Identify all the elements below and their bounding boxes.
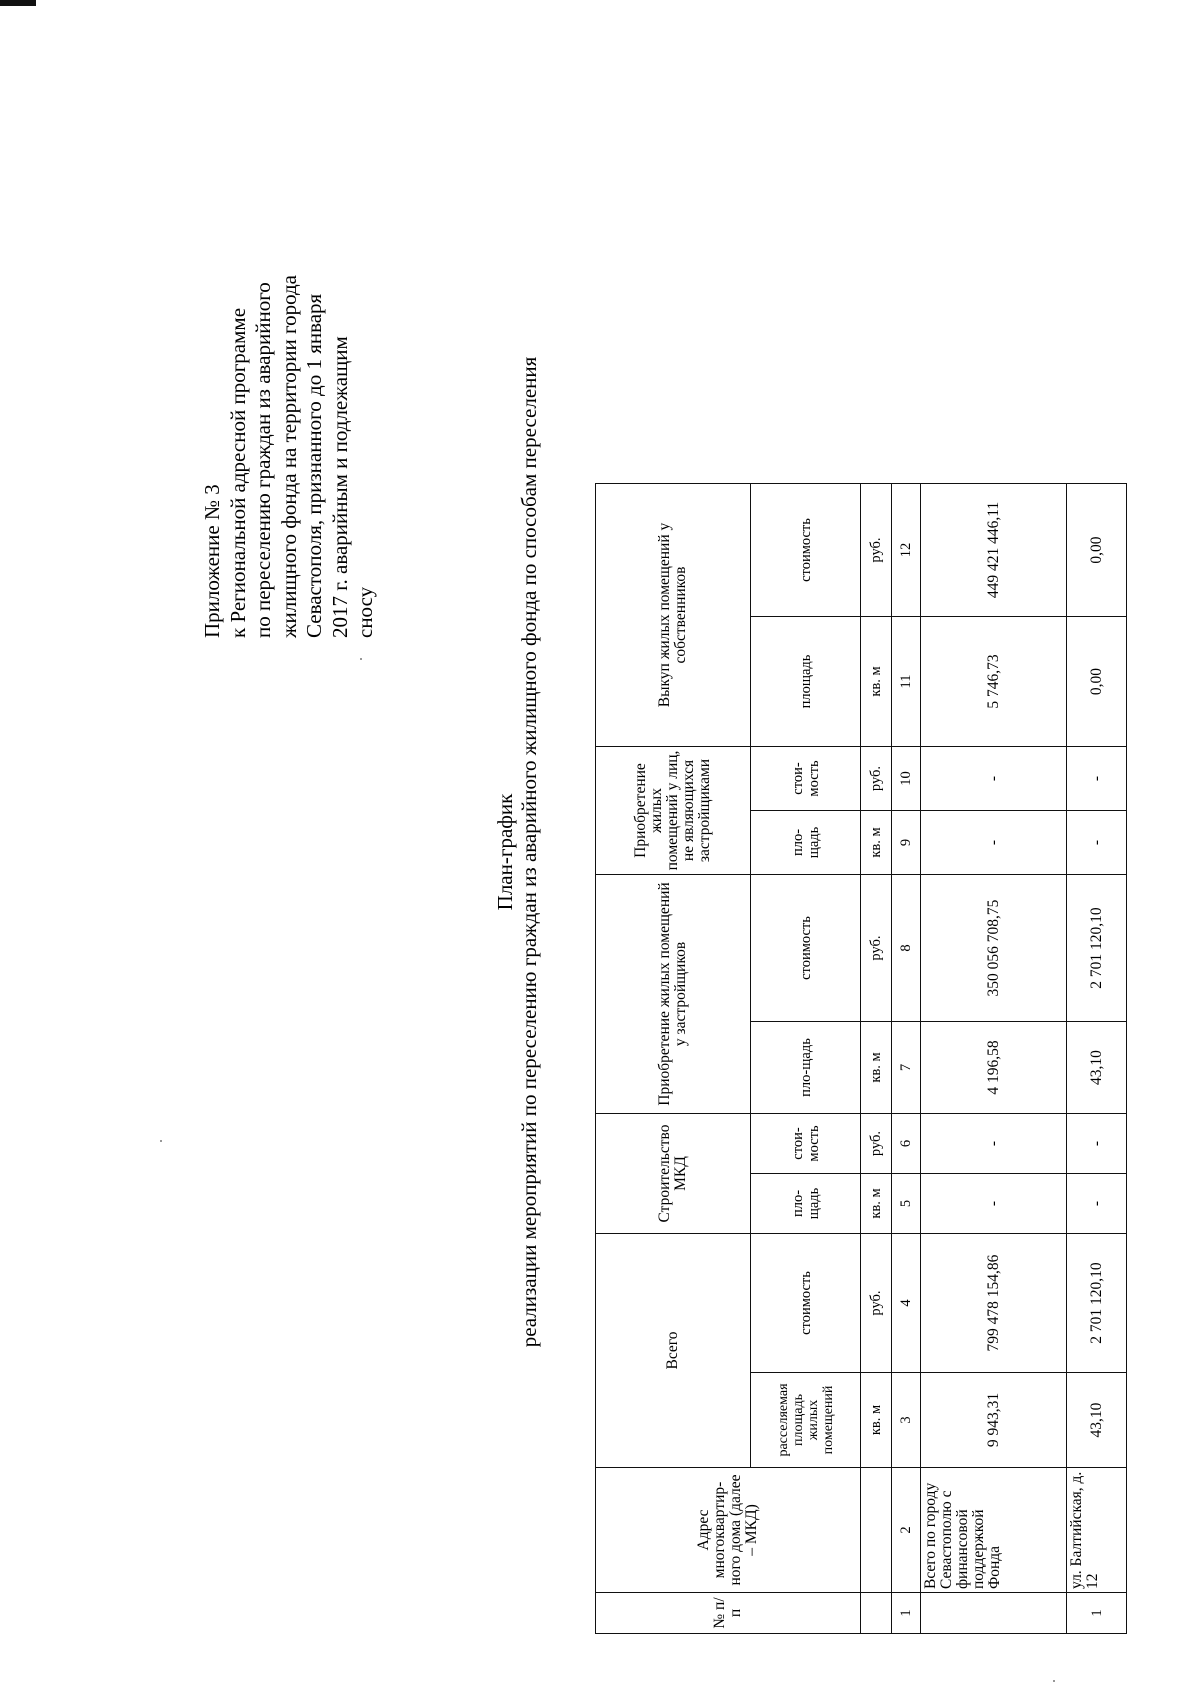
- header-total-area: расселяемая площадь жилых помещений: [751, 1373, 861, 1468]
- row-address: ул. Балтийская, д. 12: [1067, 1468, 1127, 1593]
- column-number: 9: [892, 811, 921, 875]
- appendix-line: по переселению граждан из аварийного: [251, 282, 275, 638]
- table-row: [921, 484, 1067, 1634]
- column-number: 10: [892, 747, 921, 811]
- column-number: 2: [892, 1468, 921, 1593]
- unit-cell: руб.: [861, 875, 892, 1022]
- unit-cell: кв. м: [861, 1022, 892, 1114]
- header-address: Адрес многоквартир-ного дома (далее – МКД): [596, 1468, 861, 1593]
- column-number: 6: [892, 1114, 921, 1174]
- unit-cell: [861, 1468, 892, 1593]
- column-number: 8: [892, 875, 921, 1022]
- row-buyout-cost: 449 421 446,11: [921, 484, 1067, 617]
- column-numbers-row: [892, 484, 921, 1634]
- row-construction-cost: -: [921, 1114, 1067, 1174]
- header-non-developers: Приобретение жилых помещений у лиц, не являющихся застройщиками: [596, 747, 751, 875]
- row-developers-cost: 350 056 708,75: [921, 875, 1067, 1022]
- appendix-line: сносу: [353, 586, 377, 638]
- row-construction-area: -: [921, 1174, 1067, 1234]
- column-number: 7: [892, 1022, 921, 1114]
- resettlement-plan-table: [595, 483, 1127, 1634]
- header-developers-area: пло-щадь: [751, 1022, 861, 1114]
- row-total-area: 9 943,31: [921, 1373, 1067, 1468]
- unit-cell: [861, 1593, 892, 1634]
- row-buyout-area: 5 746,73: [921, 617, 1067, 747]
- row-num: 1: [1067, 1593, 1127, 1634]
- units-row: [861, 484, 892, 1634]
- header-row-subcolumns: [751, 484, 861, 1634]
- unit-cell: руб.: [861, 1114, 892, 1174]
- column-number: 4: [892, 1234, 921, 1373]
- header-developers-cost: стоимость: [751, 875, 861, 1022]
- unit-cell: руб.: [861, 484, 892, 617]
- header-developers: Приобретение жилых помещений у застройщиков: [596, 875, 751, 1114]
- plan-subtitle: реализации мероприятий по переселению граждан из аварийного жилищного фонда по способам переселения: [517, 356, 541, 1348]
- header-buyout-area: площадь: [751, 617, 861, 747]
- unit-cell: кв. м: [861, 617, 892, 747]
- row-total-cost: 2 701 120,10: [1067, 1234, 1127, 1373]
- plan-title: План-график: [493, 793, 517, 911]
- column-number: 1: [892, 1593, 921, 1634]
- column-number: 5: [892, 1174, 921, 1234]
- header-total-cost: стоимость: [751, 1234, 861, 1373]
- column-number: 12: [892, 484, 921, 617]
- unit-cell: руб.: [861, 747, 892, 811]
- row-non-developers-cost: -: [1067, 747, 1127, 811]
- row-num: [921, 1593, 1067, 1634]
- header-buyout: Выкуп жилых помещений у собственников: [596, 484, 751, 747]
- appendix-line: жилищного фонда на территории города: [276, 275, 301, 638]
- unit-cell: кв. м: [861, 811, 892, 875]
- header-num: № п/п: [596, 1593, 861, 1634]
- row-buyout-area: 0,00: [1067, 617, 1127, 747]
- column-number: 3: [892, 1373, 921, 1468]
- row-address: Всего по городу Севастополю с финансовой поддержкой Фонда: [921, 1468, 1067, 1593]
- row-non-developers-area: -: [921, 811, 1067, 875]
- header-construction-cost: стои-мость: [751, 1114, 861, 1174]
- appendix-line: к Региональной адресной программе: [225, 307, 250, 638]
- header-buyout-cost: стоимость: [751, 484, 861, 617]
- header-non-developers-area: пло-щадь: [751, 811, 861, 875]
- table-row: [1067, 484, 1127, 1634]
- unit-cell: кв. м: [861, 1373, 892, 1468]
- header-construction-area: пло-щадь: [751, 1174, 861, 1234]
- header-total: Всего: [596, 1234, 751, 1468]
- row-buyout-cost: 0,00: [1067, 484, 1127, 617]
- header-row-groups: [596, 484, 751, 1634]
- row-non-developers-cost: -: [921, 747, 1067, 811]
- header-construction: Строительство МКД: [596, 1114, 751, 1234]
- row-developers-cost: 2 701 120,10: [1067, 875, 1127, 1022]
- row-developers-area: 4 196,58: [921, 1022, 1067, 1114]
- appendix-heading: [200, 168, 379, 638]
- appendix-line: 2017 г. аварийным и подлежащим: [327, 336, 352, 638]
- row-construction-cost: -: [1067, 1114, 1127, 1174]
- row-total-area: 43,10: [1067, 1373, 1127, 1468]
- column-number: 11: [892, 617, 921, 747]
- unit-cell: кв. м: [861, 1174, 892, 1234]
- row-construction-area: -: [1067, 1174, 1127, 1234]
- appendix-line: Приложение № 3: [200, 484, 224, 638]
- row-developers-area: 43,10: [1067, 1022, 1127, 1114]
- row-non-developers-area: -: [1067, 811, 1127, 875]
- row-total-cost: 799 478 154,86: [921, 1234, 1067, 1373]
- appendix-line: Севастополя, признанного до 1 января: [302, 293, 326, 638]
- unit-cell: руб.: [861, 1234, 892, 1373]
- header-non-developers-cost: стои-мость: [751, 747, 861, 811]
